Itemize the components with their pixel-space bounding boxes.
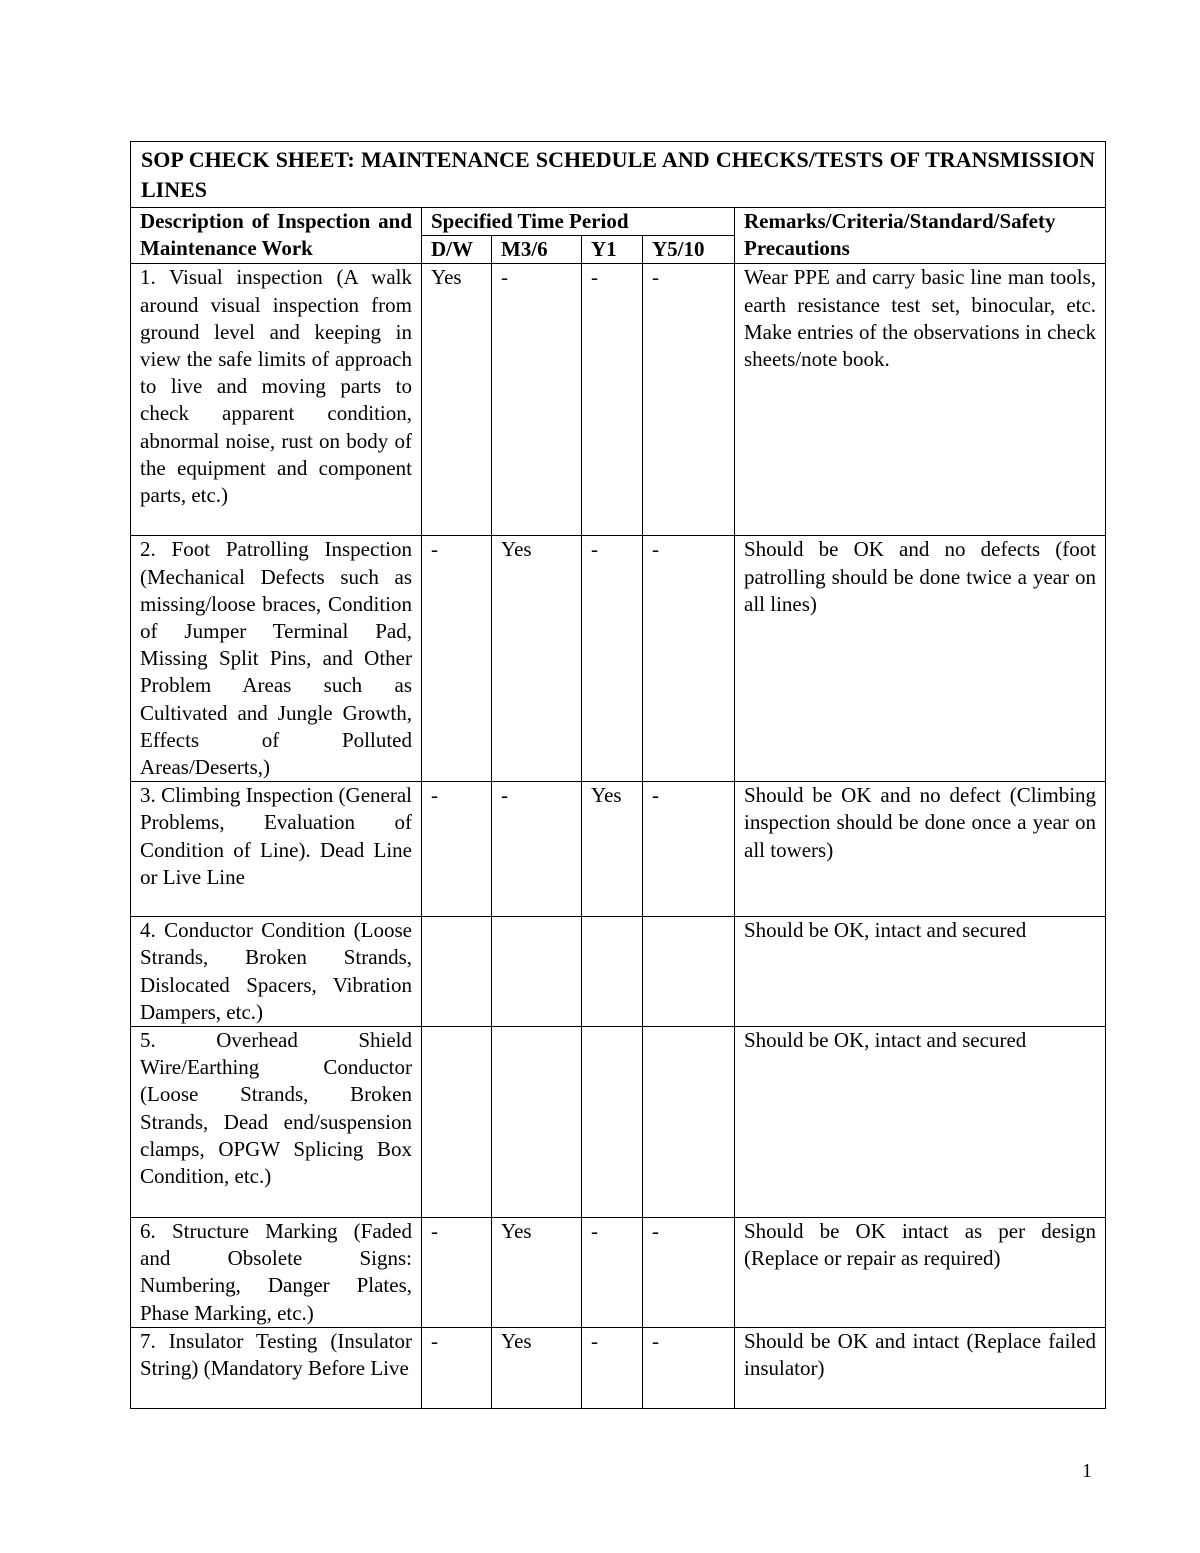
row-dw: - xyxy=(422,782,492,917)
header-remarks: Remarks/Criteria/Standard/Safety Precautions xyxy=(735,208,1106,264)
row-dw: - xyxy=(422,536,492,782)
table-row xyxy=(131,782,1106,917)
table-row xyxy=(131,536,1106,782)
row-remarks: Should be OK and intact (Replace failed insulator) xyxy=(735,1327,1106,1408)
row-y510 xyxy=(643,1027,735,1218)
header-y510: Y5/10 xyxy=(643,236,735,264)
row-remarks: Wear PPE and carry basic line man tools, earth resistance test set, binocular, etc. Make entries of the observations in check sheets/note book. xyxy=(735,264,1106,536)
row-remarks: Should be OK and no defect (Climbing inspection should be done once a year on all towers) xyxy=(735,782,1106,917)
header-specified-time-period: Specified Time Period xyxy=(422,208,735,236)
row-y1: - xyxy=(582,1327,643,1408)
row-y510: - xyxy=(643,536,735,782)
row-y1: Yes xyxy=(582,782,643,917)
row-m36: Yes xyxy=(492,1218,582,1328)
table-row xyxy=(131,1027,1106,1218)
row-y1 xyxy=(582,1027,643,1218)
row-y1: - xyxy=(582,1218,643,1328)
row-remarks: Should be OK, intact and secured xyxy=(735,1027,1106,1218)
row-dw: - xyxy=(422,1327,492,1408)
header-description: Description of Inspection and Maintenance Work xyxy=(131,208,422,264)
row-description: 7. Insulator Testing (Insulator String) (Mandatory Before Live xyxy=(131,1327,422,1408)
sheet-title: SOP CHECK SHEET: MAINTENANCE SCHEDULE AND CHECKS/TESTS OF TRANSMISSION LINES xyxy=(131,142,1106,208)
row-m36: Yes xyxy=(492,536,582,782)
row-dw: Yes xyxy=(422,264,492,536)
row-dw xyxy=(422,1027,492,1218)
row-m36: - xyxy=(492,264,582,536)
header-dw: D/W xyxy=(422,236,492,264)
sop-check-sheet-table xyxy=(130,141,1106,1409)
row-y1: - xyxy=(582,536,643,782)
table-row xyxy=(131,917,1106,1027)
header-y1: Y1 xyxy=(582,236,643,264)
row-description: 1. Visual inspection (A walk around visual inspection from ground level and keeping in view the safe limits of approach to live and moving parts to check apparent condition, abnormal noise, rust on body of the equipment and component parts, etc.) xyxy=(131,264,422,536)
row-y510: - xyxy=(643,1327,735,1408)
row-y1: - xyxy=(582,264,643,536)
row-description: 3. Climbing Inspection (General Problems, Evaluation of Condition of Line). Dead Line or Live Line xyxy=(131,782,422,917)
row-y510: - xyxy=(643,782,735,917)
row-remarks: Should be OK intact as per design (Replace or repair as required) xyxy=(735,1218,1106,1328)
row-y510 xyxy=(643,917,735,1027)
row-m36: Yes xyxy=(492,1327,582,1408)
row-dw xyxy=(422,917,492,1027)
row-m36: - xyxy=(492,782,582,917)
row-description: 2. Foot Patrolling Inspection (Mechanical Defects such as missing/loose braces, Condition of Jumper Terminal Pad, Missing Split Pins, and Other Problem Areas such as Cultivated and Jungle Growth, Effects of Polluted Areas/Deserts,) xyxy=(131,536,422,782)
page-number: 1 xyxy=(1082,1460,1092,1482)
table-row xyxy=(131,264,1106,536)
row-description: 5. Overhead Shield Wire/Earthing Conductor (Loose Strands, Broken Strands, Dead end/suspension clamps, OPGW Splicing Box Condition, etc.) xyxy=(131,1027,422,1218)
row-description: 4. Conductor Condition (Loose Strands, Broken Strands, Dislocated Spacers, Vibration Dampers, etc.) xyxy=(131,917,422,1027)
row-y1 xyxy=(582,917,643,1027)
row-y510: - xyxy=(643,264,735,536)
row-remarks: Should be OK and no defects (foot patrolling should be done twice a year on all lines) xyxy=(735,536,1106,782)
table-row xyxy=(131,1327,1106,1408)
row-remarks: Should be OK, intact and secured xyxy=(735,917,1106,1027)
row-description: 6. Structure Marking (Faded and Obsolete Signs: Numbering, Danger Plates, Phase Marking, etc.) xyxy=(131,1218,422,1328)
header-m36: M3/6 xyxy=(492,236,582,264)
row-dw: - xyxy=(422,1218,492,1328)
table-row xyxy=(131,1218,1106,1328)
row-y510: - xyxy=(643,1218,735,1328)
row-m36 xyxy=(492,917,582,1027)
row-m36 xyxy=(492,1027,582,1218)
